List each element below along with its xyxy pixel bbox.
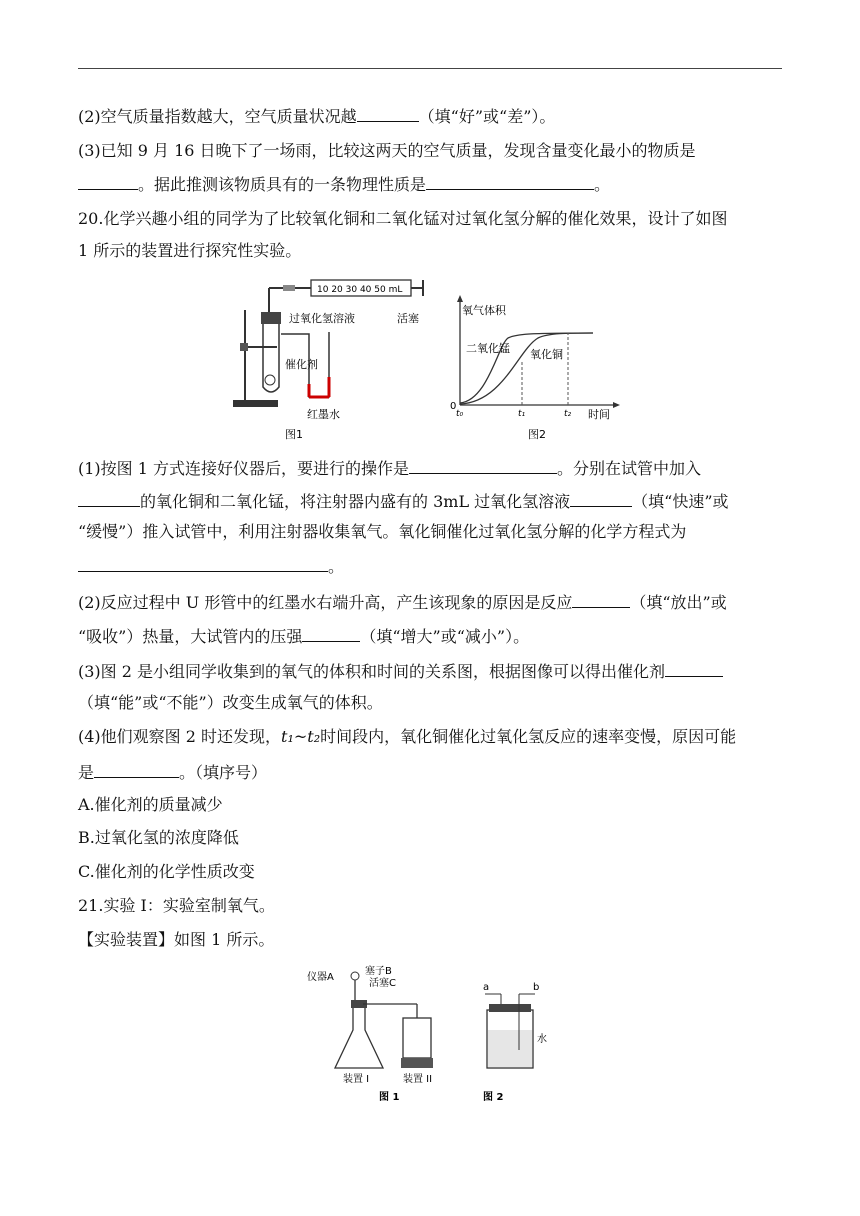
q21-title: 21.实验 I：实验室制氧气。: [78, 896, 275, 915]
tick-t1: t₁: [518, 409, 526, 419]
label-device-2: 装置 II: [403, 1074, 433, 1085]
figure-1-apparatus: [225, 272, 430, 442]
q20-s4-cont: 是 。（填序号）: [78, 763, 268, 782]
q20-s3: (3)图 2 是小组同学收集到的氧气的体积和时间的关系图，根据图像可以得出催化剂: [78, 660, 723, 682]
answer-blank[interactable]: [409, 457, 557, 474]
graph-xlabel: 时间: [588, 408, 610, 421]
q20-s4: (4)他们观察图 2 时还发现，t₁~t₂时间段内，氧化铜催化过氧化氢反应的速率变慢，原因可能: [78, 727, 737, 746]
answer-blank[interactable]: [78, 490, 140, 507]
q19-part2: (2)空气质量指数越大，空气质量状况越 （填“好”或“差”）。: [78, 107, 556, 126]
figure-1-caption: 图1: [285, 428, 303, 441]
graph-ylabel: 氧气体积: [462, 304, 506, 317]
q19-part3-cont: 。据此推测该物质具有的一条物理性质是 。: [78, 173, 610, 195]
figure-2-graph: [448, 290, 623, 442]
answer-blank[interactable]: [665, 660, 723, 677]
q20-s1-cont: 的氧化铜和二氧化锰，将注射器内盛有的 3mL 过氧化氢溶液 （填“快速”或: [78, 490, 729, 512]
label-stopper-b: 塞子B: [365, 966, 392, 977]
tick-t2: t₂: [564, 409, 572, 419]
fig1-caption: 图 1: [379, 1092, 400, 1103]
answer-blank[interactable]: [94, 761, 179, 778]
label-valve-c: 活塞C: [369, 978, 396, 989]
answer-blank[interactable]: [302, 625, 360, 642]
q20-s2: (2)反应过程中 U 形管中的红墨水右端升高，产生该现象的原因是反应 （填“放出”或: [78, 593, 727, 612]
q20-intro: 20.化学兴趣小组的同学为了比较氧化铜和二氧化锰对过氧化氢分解的催化效果，设计了如图: [78, 209, 728, 228]
label-device-1: 装置 I: [343, 1074, 370, 1085]
option-a: A.催化剂的质量减少: [78, 795, 223, 814]
tick-t0: t₀: [456, 409, 464, 419]
q20-s3-cont: （填“能”或“不能”）改变生成氧气的体积。: [78, 693, 383, 712]
q20-intro-cont: 1 所示的装置进行探究性实验。: [78, 241, 302, 260]
answer-blank[interactable]: [570, 490, 632, 507]
legend-cuo: 氧化铜: [530, 348, 563, 361]
label-plunger: 活塞: [397, 312, 419, 325]
answer-blank[interactable]: [78, 555, 328, 572]
label-catalyst: 催化剂: [285, 358, 318, 371]
answer-blank[interactable]: [357, 105, 419, 122]
label-instrument-a: 仪器A: [307, 972, 334, 983]
graph-origin: 0: [450, 401, 457, 412]
q21-figures: [305, 960, 555, 1105]
option-c: C.催化剂的化学性质改变: [78, 862, 255, 881]
q20-s1-cont2: “缓慢”）推入试管中，利用注射器收集氧气。氧化铜催化过氧化氢分解的化学方程式为: [78, 522, 687, 541]
option-b: B.过氧化氢的浓度降低: [78, 828, 239, 847]
figure-2-caption: 图2: [528, 428, 546, 441]
q20-s1: (1)按图 1 方式连接好仪器后，要进行的操作是 。分别在试管中加入: [78, 459, 702, 478]
label-port-a: a: [483, 982, 490, 993]
label-h2o2-solution: 过氧化氢溶液: [289, 312, 355, 325]
answer-blank[interactable]: [78, 173, 138, 190]
label-port-b: b: [533, 982, 540, 993]
q21-device: 【实验装置】如图 1 所示。: [78, 930, 275, 949]
answer-blank[interactable]: [426, 173, 594, 190]
answer-blank[interactable]: [572, 591, 630, 608]
header-rule: [78, 68, 782, 69]
label-red-ink: 红墨水: [307, 408, 340, 421]
legend-mno2: 二氧化锰: [466, 342, 510, 355]
fig2-caption: 图 2: [483, 1092, 504, 1103]
q20-s1-eq: 。: [78, 555, 344, 577]
label-water: 水: [537, 1034, 547, 1045]
syringe-scale: 10 20 30 40 50 mL: [317, 285, 403, 295]
q20-s2-cont: “吸收”）热量，大试管内的压强 （填“增大”或“减小”）。: [78, 627, 530, 646]
q19-part3: (3)已知 9 月 16 日晚下了一场雨，比较这两天的空气质量，发现含量变化最小的物质是: [78, 141, 696, 160]
